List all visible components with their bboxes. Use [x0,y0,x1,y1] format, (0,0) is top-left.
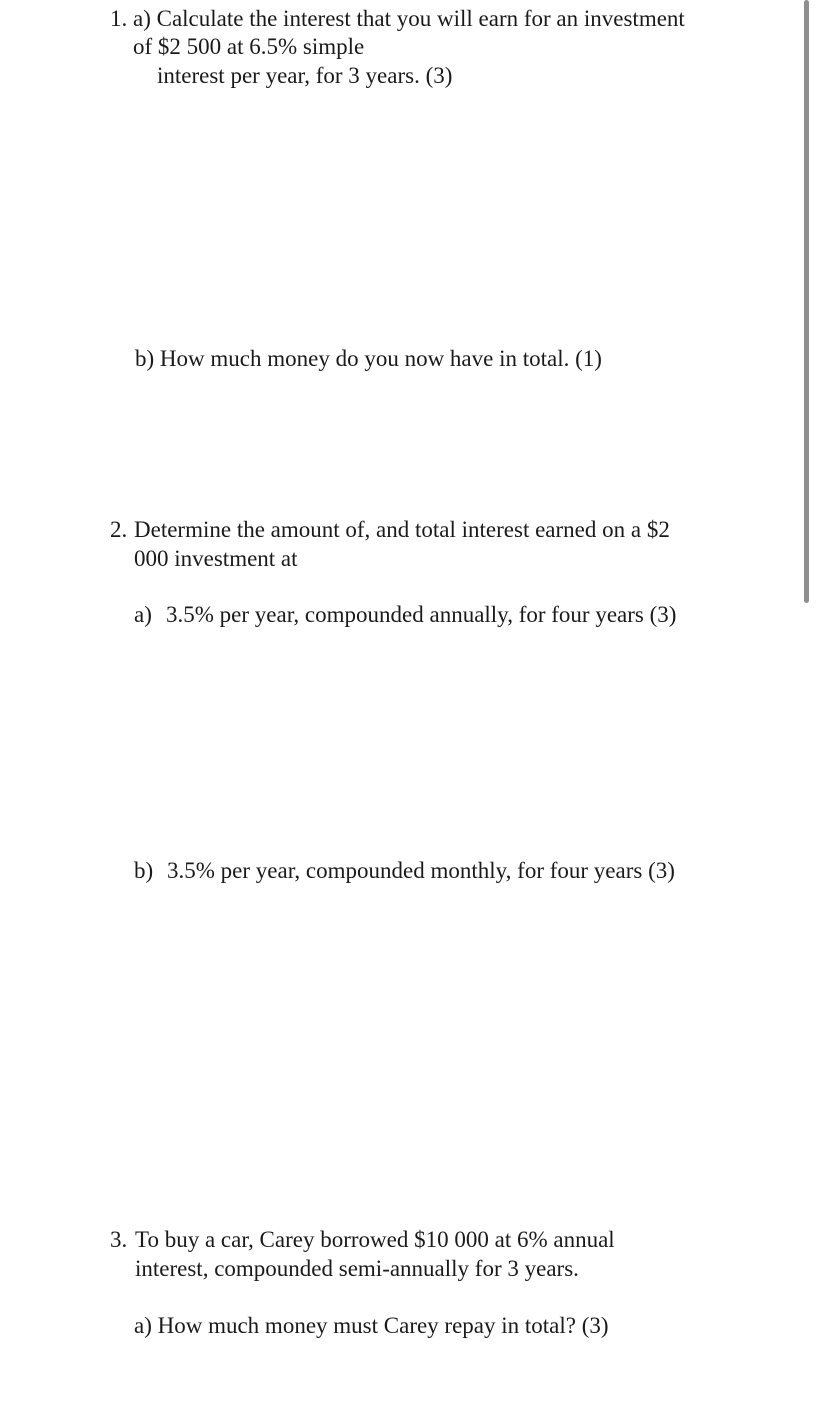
question-1-line-3: interest per year, for 3 years. (3) [157,63,453,88]
question-2-part-b: 3.5% per year, compounded monthly, for four years (3) [167,858,675,883]
question-3-part-a: a) How much money must Carey repay in total? (3) [134,1313,609,1338]
question-3-line-2: interest, compounded semi-annually for 3 years. [135,1256,579,1281]
question-2-part-a: 3.5% per year, compounded annually, for four years (3) [166,602,677,627]
vertical-scrollbar[interactable] [804,0,809,603]
question-1-number: 1. [110,6,128,31]
question-1-line-2: of $2 500 at 6.5% simple [133,34,365,59]
question-2-part-b-label: b) [134,858,154,883]
question-1-part-b: b) How much money do you now have in total. (1) [135,346,602,371]
question-1-line-1: a) Calculate the interest that you will earn for an investment [133,6,685,31]
question-2-number: 2. [110,517,128,542]
question-3-number: 3. [110,1227,128,1252]
question-2-line-2: 000 investment at [134,546,298,571]
question-2-part-a-label: a) [134,602,152,627]
question-3-line-1: To buy a car, Carey borrowed $10 000 at 6% annual [135,1227,615,1252]
question-2-line-1: Determine the amount of, and total interest earned on a $2 [134,517,670,542]
